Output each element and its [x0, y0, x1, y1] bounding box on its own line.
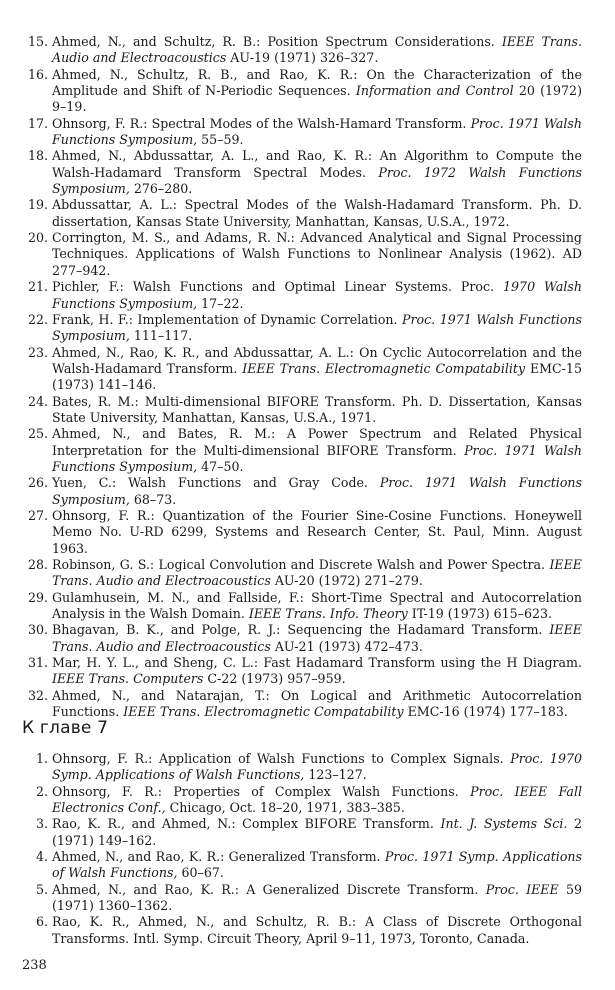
reference-venue: Proc. 1972 Walsh Functions Symposium,: [52, 164, 582, 197]
reference-number: 3.: [35, 816, 48, 832]
reference-venue: Int. J. Systems Sci.: [440, 816, 568, 832]
reference-text: Ohnsorg, F. R.: Properties of Complex Walsh Functions.: [52, 783, 459, 799]
reference-item: [22, 394, 582, 427]
reference-venue: IEEE Trans. Electromagnetic Compatability: [123, 704, 404, 720]
reference-venue: IEEE Trans. Audio and Electroacoustics: [52, 34, 582, 66]
reference-item: [22, 312, 582, 345]
reference-item: [22, 655, 582, 688]
reference-venue: Proc. 1971 Symp. Applications of Walsh Functions,: [52, 849, 582, 881]
reference-number: 18.: [27, 148, 48, 164]
reference-text: Ahmed, N., Rao, K. R., and Abdussattar, A. L.: On Cyclic Autocorrelation and the Walsh-Hadamard Transform.: [52, 344, 582, 376]
reference-number: 28.: [27, 557, 48, 572]
reference-tail: AU-20 (1972) 271–279.: [274, 573, 423, 589]
reference-text: Ahmed, N., and Bates, R. M.: A Power Spectrum and Related Physical Interpretation for the Multi-dimensional BIFORE Transform.: [52, 426, 582, 458]
reference-item: [22, 197, 582, 230]
reference-item: [22, 148, 582, 197]
reference-venue: Information and Control: [355, 83, 514, 99]
reference-venue: Proc. 1971 Walsh Functions Symposium,: [52, 115, 582, 148]
reference-text: Bhagavan, B. K., and Polge, R. J.: Sequencing the Hadamard Transform.: [52, 622, 543, 638]
reference-tail: 59 (1971) 1360–1362.: [52, 881, 582, 914]
reference-text: Mar, H. Y. L., and Sheng, C. L.: Fast Hadamard Transform using the H Diagram.: [52, 655, 582, 671]
reference-text: Frank, H. F.: Implementation of Dynamic Correlation.: [52, 311, 398, 327]
page-number: 238: [22, 958, 47, 973]
reference-item: [22, 751, 582, 784]
reference-venue: IEEE Trans. Audio and Electroacoustics: [52, 622, 582, 654]
reference-text: Ahmed, N., and Rao, K. R.: Generalized Transform.: [52, 849, 381, 865]
reference-number: 19.: [27, 197, 48, 213]
reference-number: 21.: [27, 279, 48, 295]
reference-text: Abdussattar, A. L.: Spectral Modes of the Walsh-Hadamard Transform. Ph. D. dissertation, Kansas State University, Manhattan, Kansas, U.S.A., 1972.: [52, 197, 582, 229]
reference-venue: Proc. 1971 Walsh Functions Symposium,: [52, 311, 582, 344]
reference-tail: 276–280.: [133, 181, 193, 197]
reference-item: [22, 508, 582, 557]
reference-number: 4.: [35, 849, 48, 865]
reference-item: [22, 116, 582, 149]
reference-text: Rao, K. R., Ahmed, N., and Schultz, R. B.: A Class of Discrete Orthogonal Transforms. Intl. Symp. Circuit Theory, April 9–11, 1973, Toronto, Canada.: [52, 914, 582, 946]
reference-number: 1.: [35, 751, 48, 766]
reference-number: 27.: [27, 507, 48, 523]
reference-item: [22, 816, 582, 849]
reference-number: 29.: [27, 589, 48, 605]
reference-venue: IEEE Trans. Info. Theory: [248, 606, 408, 622]
reference-item: [22, 622, 582, 655]
reference-item: [22, 688, 582, 721]
reference-tail: 20 (1972) 9–19.: [52, 83, 582, 115]
reference-venue: Proc. IEEE Fall Electronics Conf.,: [52, 783, 582, 816]
reference-venue: Proc. IEEE: [485, 881, 559, 897]
reference-tail: 47–50.: [201, 458, 244, 474]
reference-text: Pichler, F.: Walsh Functions and Optimal Linear Systems. Proc.: [52, 279, 495, 295]
reference-venue: IEEE Trans. Electromagnetic Compatability: [242, 360, 526, 376]
reference-number: 20.: [27, 230, 48, 246]
reference-text: Ahmed, N., and Rao, K. R.: A Generalized Discrete Transform.: [52, 881, 479, 897]
reference-text: Ahmed, N., and Schultz, R. B.: Position Spectrum Considerations.: [52, 34, 495, 49]
reference-item: [22, 849, 582, 882]
reference-text: Gulamhusein, M. N., and Fallside, F.: Short-Time Spectral and Autocorrelation Analysis in the Walsh Domain.: [52, 589, 582, 622]
reference-number: 2.: [35, 783, 48, 799]
reference-tail: 123–127.: [308, 767, 367, 783]
reference-tail: 2 (1971) 149–162.: [52, 816, 582, 848]
reference-text: Robinson, G. S.: Logical Convolution and Discrete Walsh and Power Spectra.: [52, 557, 546, 572]
reference-venue: Proc. 1970 Symp. Applications of Walsh Functions,: [52, 751, 582, 783]
reference-item: [22, 230, 582, 279]
reference-venue: Proc. 1971 Walsh Functions Symposium,: [52, 475, 582, 507]
reference-tail: C-22 (1973) 957–959.: [207, 671, 346, 687]
reference-number: 25.: [27, 426, 48, 442]
reference-number: 23.: [27, 344, 48, 360]
reference-tail: 55–59.: [201, 132, 244, 148]
reference-venue: IEEE Trans. Audio and Electroacoustics: [52, 557, 582, 589]
reference-item: [22, 67, 582, 116]
reference-text: Bates, R. M.: Multi-dimensional BIFORE Transform. Ph. D. Dissertation, Kansas State University, Manhattan, Kansas, U.S.A., 1971.: [52, 393, 582, 425]
reference-item: [22, 557, 582, 590]
reference-number: 22.: [27, 311, 48, 327]
reference-number: 15.: [27, 34, 48, 49]
reference-tail: 60–67.: [181, 865, 224, 881]
reference-text: Ohnsorg, F. R.: Quantization of the Fourier Sine-Cosine Functions. Honeywell Memo No. U-RD 6299, Systems and Research Center, St. Paul, Minn. August 1963.: [52, 507, 582, 556]
reference-number: 5.: [35, 881, 48, 897]
reference-venue: IEEE Trans. Computers: [52, 671, 204, 687]
reference-text: Ohnsorg, F. R.: Application of Walsh Functions to Complex Signals.: [52, 751, 504, 766]
reference-text: Rao, K. R., and Ahmed, N.: Complex BIFORE Transform.: [52, 816, 434, 832]
reference-number: 6.: [35, 914, 48, 930]
reference-tail: AU-21 (1973) 472–473.: [274, 638, 423, 654]
reference-number: 26.: [27, 475, 48, 491]
reference-tail: EMC-16 (1974) 177–183.: [407, 704, 568, 720]
reference-number: 16.: [27, 66, 48, 82]
reference-item: [22, 590, 582, 623]
reference-item: [22, 475, 582, 508]
reference-number: 30.: [27, 622, 48, 638]
reference-item: [22, 279, 582, 312]
reference-tail: IT-19 (1973) 615–623.: [411, 606, 553, 622]
reference-tail: 111–117.: [133, 328, 193, 344]
reference-item: [22, 345, 582, 394]
reference-text: Ahmed, N., Schultz, R. B., and Rao, K. R.: On the Characterization of the Amplitude and Shift of N-Periodic Sequences.: [52, 66, 582, 99]
reference-tail: 68–73.: [133, 491, 177, 507]
reference-number: 24.: [27, 393, 48, 409]
reference-list-chapter-7: [22, 751, 582, 947]
reference-number: 31.: [27, 655, 48, 671]
reference-tail: Chicago, Oct. 18–20, 1971, 383–385.: [169, 800, 405, 816]
chapter-heading: К главе 7: [22, 718, 109, 738]
reference-text: Ahmed, N., and Natarajan, T.: On Logical and Arithmetic Autocorrelation Functions.: [52, 687, 582, 720]
reference-item: [22, 914, 582, 947]
reference-number: 32.: [27, 687, 48, 703]
reference-text: Yuen, C.: Walsh Functions and Gray Code.: [52, 475, 369, 491]
reference-item: [22, 34, 582, 67]
reference-tail: AU-19 (1971) 326–327.: [230, 50, 379, 66]
reference-list-chapter-6: [22, 34, 582, 720]
reference-text: Ahmed, N., Abdussattar, A. L., and Rao, K. R.: An Algorithm to Compute the Walsh-Hadamard Transform Spectral Modes.: [52, 148, 582, 180]
reference-venue: Proc. 1971 Walsh Functions Symposium,: [52, 442, 582, 474]
reference-tail: 17–22.: [201, 295, 244, 311]
reference-venue: 1970 Walsh Functions Symposium,: [52, 279, 582, 311]
reference-item: [22, 882, 582, 915]
reference-item: [22, 426, 582, 475]
reference-text: Corrington, M. S., and Adams, R. N.: Advanced Analytical and Signal Processing Techniques. Applications of Walsh Functions to Nonlinear Analysis (1962). AD 277–942.: [52, 230, 582, 278]
reference-number: 17.: [27, 115, 48, 131]
reference-tail: EMC-15 (1973) 141–146.: [52, 360, 582, 393]
reference-item: [22, 784, 582, 817]
reference-text: Ohnsorg, F. R.: Spectral Modes of the Walsh-Hamard Transform.: [52, 115, 467, 131]
